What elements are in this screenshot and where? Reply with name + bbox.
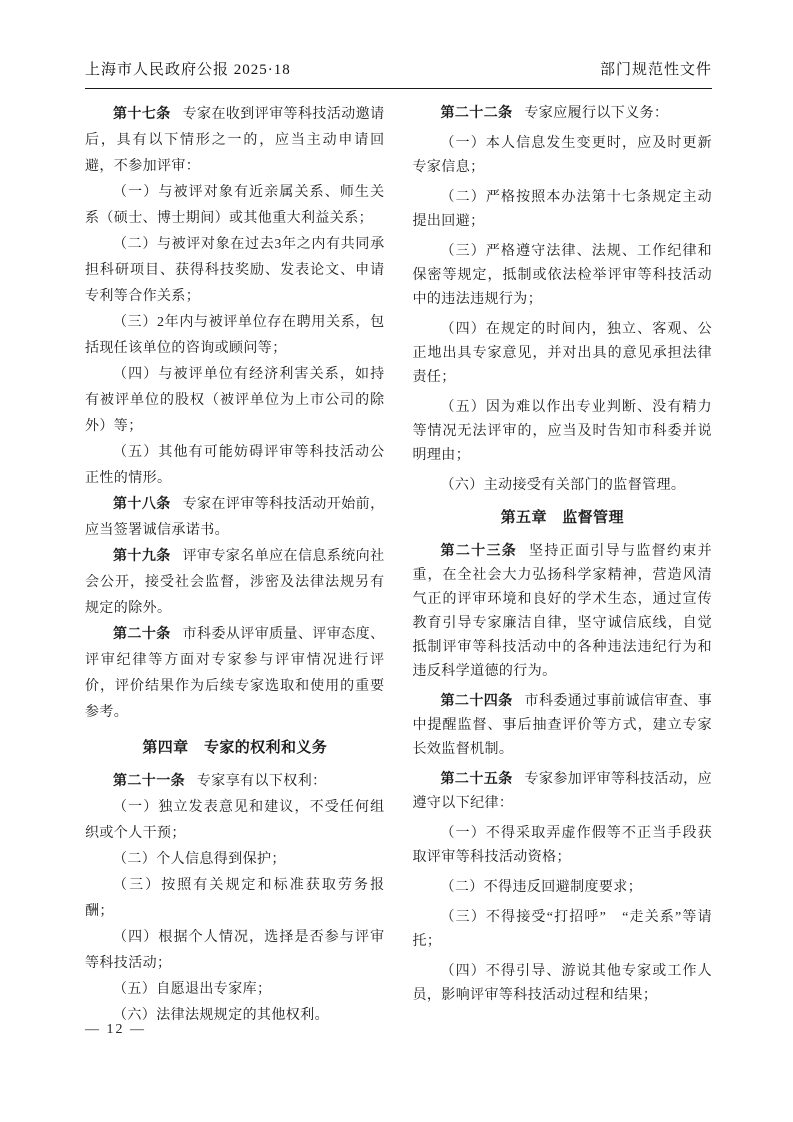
item-paragraph: （三）2年内与被评单位存在聘用关系，包括现任该单位的咨询或顾问等；: [85, 315, 385, 356]
item-paragraph: （三）按照有关规定和标准获取劳务报酬；: [85, 878, 385, 919]
item-paragraph: （三）严格遵守法律、法规、工作纪律和保密等规定，抵制或依法检举评审等科技活动中的违法违规行为；: [412, 244, 712, 307]
article-text: 专家应履行以下义务：: [524, 106, 669, 121]
article-paragraph: [413, 540, 713, 684]
item-paragraph: （二）不得违反回避制度要求；: [440, 880, 643, 895]
item-paragraph: （五）其他有可能妨碍评审等科技活动公正性的情形。: [85, 445, 385, 486]
item-paragraph: （六）法律法规规定的其他权利。: [113, 1008, 329, 1023]
article-number: 第二十五条: [440, 772, 513, 787]
article-text: 专家在收到评审等科技活动邀请后，具有以下情形之一的，应当主动申请回避，不参加评审：: [85, 107, 385, 174]
header-section-label: 部门规范性文件: [599, 62, 712, 78]
article-paragraph: [413, 102, 713, 126]
article-text: 评审专家名单应在信息系统向社会公开，接受社会监督，涉密及法律法规另有规定的除外。: [85, 549, 385, 616]
article-paragraph: [85, 544, 385, 622]
article-number: 第二十二条: [440, 106, 513, 121]
article-number: 第二十四条: [440, 694, 513, 709]
item-paragraph: （三）不得接受“打招呼” “走关系”等请托；: [412, 910, 712, 949]
article-paragraph: [413, 690, 713, 762]
article-text: 坚持正面引导与监督约束并重，在全社会大力弘扬科学家精神，营造风清气正的评审环境和良好的学术生态，通过宣传教育引导专家廉洁自律，坚守诚信底线，自觉抵制评审等科技活动中的各种违法违纪行为和违反科学道德的行为。: [412, 544, 712, 679]
page-number: — 12 —: [85, 1022, 146, 1037]
item-paragraph: （五）自愿退出专家库；: [113, 982, 272, 997]
gazette-page: [85, 58, 712, 1029]
item-paragraph: （二）严格按照本办法第十七条规定主动提出回避；: [412, 190, 712, 229]
item-paragraph: （一）独立发表意见和建议，不受任何组织或个人干预；: [85, 800, 385, 841]
item-paragraph: （四）与被评单位有经济利害关系，如持有被评单位的股权（被评单位为上市公司的除外）等；: [85, 367, 385, 434]
two-column-body: [85, 102, 712, 1029]
article-number: 第十九条: [113, 549, 171, 564]
article-paragraph: [85, 492, 385, 544]
item-paragraph: （六）主动接受有关部门的监督管理。: [440, 478, 686, 493]
article-paragraph: [85, 102, 385, 180]
item-paragraph: （一）不得采取弄虚作假等不正当手段获取评审等科技活动资格；: [412, 826, 712, 865]
item-paragraph: （二）与被评对象在过去3年之内有共同承担科研项目、获得科技奖励、发表论文、申请专利等合作关系；: [85, 237, 385, 304]
article-text: 市科委通过事前诚信审查、事中提醒监督、事后抽查评价等方式，建立专家长效监督机制。: [412, 694, 713, 757]
article-number: 第十八条: [113, 497, 171, 512]
article-number: 第十七条: [113, 107, 171, 122]
article-number: 第二十三条: [440, 544, 518, 559]
chapter-heading: 第四章 专家的权利和义务: [142, 740, 328, 756]
item-paragraph: （四）根据个人情况，选择是否参与评审等科技活动；: [85, 930, 385, 971]
item-paragraph: （一）与被评对象有近亲属关系、师生关系（硕士、博士期间）或其他重大利益关系；: [85, 185, 385, 226]
article-text: 专家享有以下权利：: [196, 774, 327, 789]
article-paragraph: [413, 768, 713, 816]
item-paragraph: （五）因为难以作出专业判断、没有精力等情况无法评审的，应当及时告知市科委并说明理由；: [412, 400, 712, 463]
article-number: 第二十条: [113, 627, 171, 642]
article-text: 专家参加评审等科技活动，应遵守以下纪律：: [412, 772, 713, 811]
item-paragraph: （一）本人信息发生变更时，应及时更新专家信息；: [412, 136, 712, 175]
article-paragraph: [85, 769, 385, 795]
article-paragraph: [85, 622, 385, 726]
left-column: [85, 102, 385, 1029]
chapter-heading: 第五章 监督管理: [500, 510, 624, 526]
item-paragraph: （四）在规定的时间内，独立、客观、公正地出具专家意见，并对出具的意见承担法律责任；: [412, 322, 712, 385]
item-paragraph: （二）个人信息得到保护；: [113, 852, 286, 867]
article-text: 市科委从评审质量、评审态度、评审纪律等方面对专家参与评审情况进行评价，评价结果作为后续专家选取和使用的重要参考。: [85, 627, 385, 720]
article-number: 第二十一条: [113, 774, 185, 789]
right-column: [413, 102, 713, 1029]
page-header: [85, 58, 712, 89]
header-gazette-title: 上海市人民政府公报 2025·18: [85, 62, 291, 78]
item-paragraph: （四）不得引导、游说其他专家或工作人员，影响评审等科技活动过程和结果；: [412, 964, 712, 1003]
article-text: 专家在评审等科技活动开始前，应当签署诚信承诺书。: [85, 497, 385, 538]
